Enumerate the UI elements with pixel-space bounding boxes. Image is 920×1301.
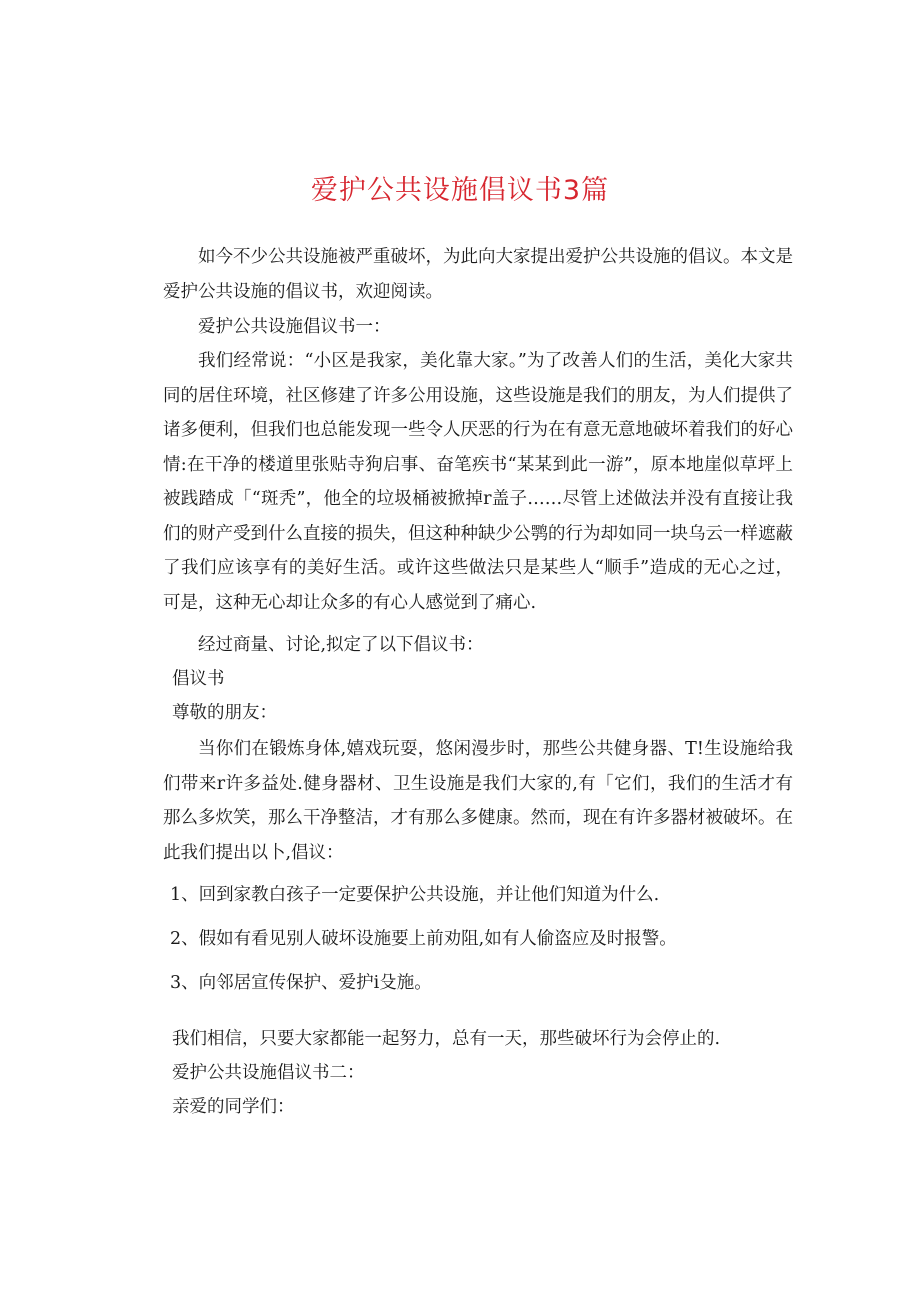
letter-greeting: 尊敬的朋友： <box>172 703 277 723</box>
section2-greeting: 亲爱的同学们： <box>172 1097 295 1117</box>
letter-heading: 倡议书 <box>172 669 225 689</box>
closing-line: 我们相信，只要大家都能一起努力，总有一天，那些破坏行为会停止的. <box>172 1029 721 1049</box>
letter-text: 当你们在锻炼身体,嬉戏玩耍，悠闲漫步时，那些公共健身器、T!生设施给我们带来r许多益处.健身器材、卫生设施是我们大家的,有「它们，我们的生活才有那么多炊笑，那么干净整洁，才有那么多健康。然而，现在有许多器材被破坏。在此我们提出以卜,倡议： <box>163 739 793 863</box>
proposal-item-1: 1、回到家教白孩子一定要保护公共设施，并让他们知道为什么. <box>170 885 660 905</box>
section1-heading: 爱护公共设施倡议书一： <box>198 317 391 337</box>
intro-text: 如今不少公共设施被严重破坏，为此向大家提出爱护公共设施的倡议。本文是爱护公共设施的倡议书，欢迎阅读。 <box>163 247 793 302</box>
discussion-line: 经过商量、讨论,拟定了以下倡议书： <box>198 635 484 655</box>
section1-paragraph <box>163 344 793 620</box>
document-title: 爱护公共设施倡议书3篇 <box>310 175 610 206</box>
intro-paragraph <box>163 240 793 309</box>
proposal-item-3: 3、向邻居宣传保护、爱护i殳施。 <box>170 973 432 993</box>
letter-paragraph <box>163 732 793 870</box>
section2-heading: 爱护公共设施倡议书二： <box>172 1063 365 1083</box>
section1-text: 我们经常说：“小区是我家，美化靠大家。”为了改善人们的生活，美化大家共同的居住环境，社区修建了许多公用设施，这些设施是我们的朋友，为人们提供了诸多便利，但我们也总能发现一些令人厌恶的行为在有意无意地破坏着我们的好心情:在干净的楼道里张贴寺狗启事、奋笔疾书“某某到此一游”，原本地崖似草坪上被践踏成「“斑秃”，他全的垃圾桶被掀掉r盖子……尽管上述做法并没有直接让我们的财产受到什么直接的损失，但这种种缺少公鹗的行为却如同一块乌云一样遮蔽了我们应该享有的美好生活。或许这些做法只是某些人“顺手”造成的无心之过，可是，这种无心却让众多的有心人感觉到了痛心. <box>163 351 793 613</box>
proposal-item-2: 2、假如有看见别人破坏设施要上前劝阻,如有人偷盗应及时报警。 <box>170 929 677 949</box>
